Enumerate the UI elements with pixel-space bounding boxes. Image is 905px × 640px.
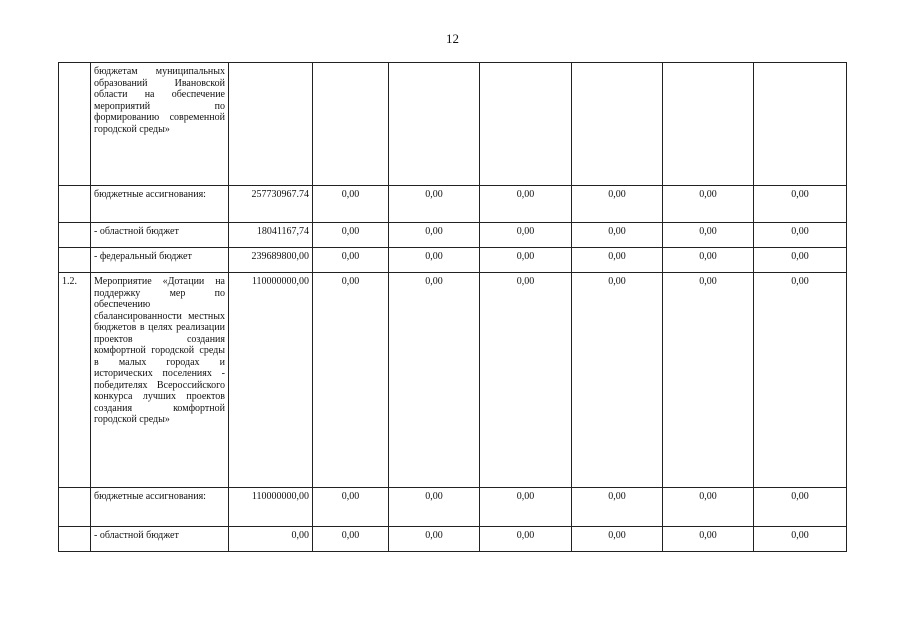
value-cell: 0,00 [572, 223, 663, 248]
value-cell: 0,00 [389, 186, 480, 223]
value-cell [229, 63, 313, 186]
value-cell: 0,00 [663, 223, 754, 248]
value-cell: 0,00 [389, 248, 480, 273]
value-cell: 0,00 [754, 223, 847, 248]
value-cell: 0,00 [663, 186, 754, 223]
value-cell: 0,00 [663, 488, 754, 527]
value-cell: 0,00 [480, 248, 572, 273]
row-description: бюджетные ассигнования: [91, 488, 229, 527]
value-cell: 0,00 [313, 527, 389, 552]
value-cell: 257730967.74 [229, 186, 313, 223]
value-cell [754, 63, 847, 186]
value-cell: 0,00 [754, 488, 847, 527]
value-cell: 0,00 [389, 488, 480, 527]
page-number: 12 [446, 31, 459, 46]
value-cell: 0,00 [313, 248, 389, 273]
value-cell [389, 63, 480, 186]
row-description: - областной бюджет [91, 527, 229, 552]
value-cell: 0,00 [480, 223, 572, 248]
value-cell: 0,00 [389, 273, 480, 488]
value-cell: 0,00 [480, 273, 572, 488]
value-cell: 110000000,00 [229, 273, 313, 488]
value-cell: 110000000,00 [229, 488, 313, 527]
value-cell: 239689800,00 [229, 248, 313, 273]
row-description: Мероприятие «Дотации на поддержку мер по обеспечению сбалансированности местных бюджетов в целях реализации проектов создания комфортной городской среды в малых городах и исторических поселениях - победителях Всероссийского конкурса лучших проектов создания комфортной городской среды» [91, 273, 229, 488]
table-row [59, 223, 847, 248]
budget-table [58, 62, 847, 552]
value-cell: 0,00 [480, 488, 572, 527]
table-row [59, 527, 847, 552]
value-cell: 0,00 [313, 223, 389, 248]
value-cell [663, 63, 754, 186]
row-description: - федеральный бюджет [91, 248, 229, 273]
table-row [59, 248, 847, 273]
value-cell: 0,00 [389, 527, 480, 552]
row-number [59, 248, 91, 273]
row-number [59, 223, 91, 248]
row-number [59, 527, 91, 552]
value-cell: 0,00 [480, 527, 572, 552]
table-row [59, 273, 847, 488]
value-cell: 0,00 [313, 488, 389, 527]
value-cell: 0,00 [572, 527, 663, 552]
value-cell [480, 63, 572, 186]
value-cell: 0,00 [313, 186, 389, 223]
value-cell: 0,00 [663, 248, 754, 273]
value-cell [313, 63, 389, 186]
row-description: - областной бюджет [91, 223, 229, 248]
value-cell: 0,00 [663, 527, 754, 552]
value-cell: 0,00 [754, 527, 847, 552]
row-number [59, 186, 91, 223]
value-cell: 0,00 [389, 223, 480, 248]
row-number [59, 63, 91, 186]
row-description: бюджетам муниципальных образований Ивановской области на обеспечение мероприятий по формированию современной городской среды» [91, 63, 229, 186]
row-description: бюджетные ассигнования: [91, 186, 229, 223]
value-cell: 0,00 [754, 273, 847, 488]
value-cell: 0,00 [572, 488, 663, 527]
value-cell: 0,00 [313, 273, 389, 488]
value-cell: 18041167,74 [229, 223, 313, 248]
value-cell: 0,00 [754, 248, 847, 273]
table-row [59, 186, 847, 223]
row-number [59, 488, 91, 527]
value-cell: 0,00 [572, 273, 663, 488]
table-row [59, 488, 847, 527]
value-cell: 0,00 [572, 186, 663, 223]
value-cell [572, 63, 663, 186]
value-cell: 0,00 [229, 527, 313, 552]
row-number: 1.2. [59, 273, 91, 488]
value-cell: 0,00 [572, 248, 663, 273]
value-cell: 0,00 [754, 186, 847, 223]
value-cell: 0,00 [663, 273, 754, 488]
value-cell: 0,00 [480, 186, 572, 223]
table-row [59, 63, 847, 186]
